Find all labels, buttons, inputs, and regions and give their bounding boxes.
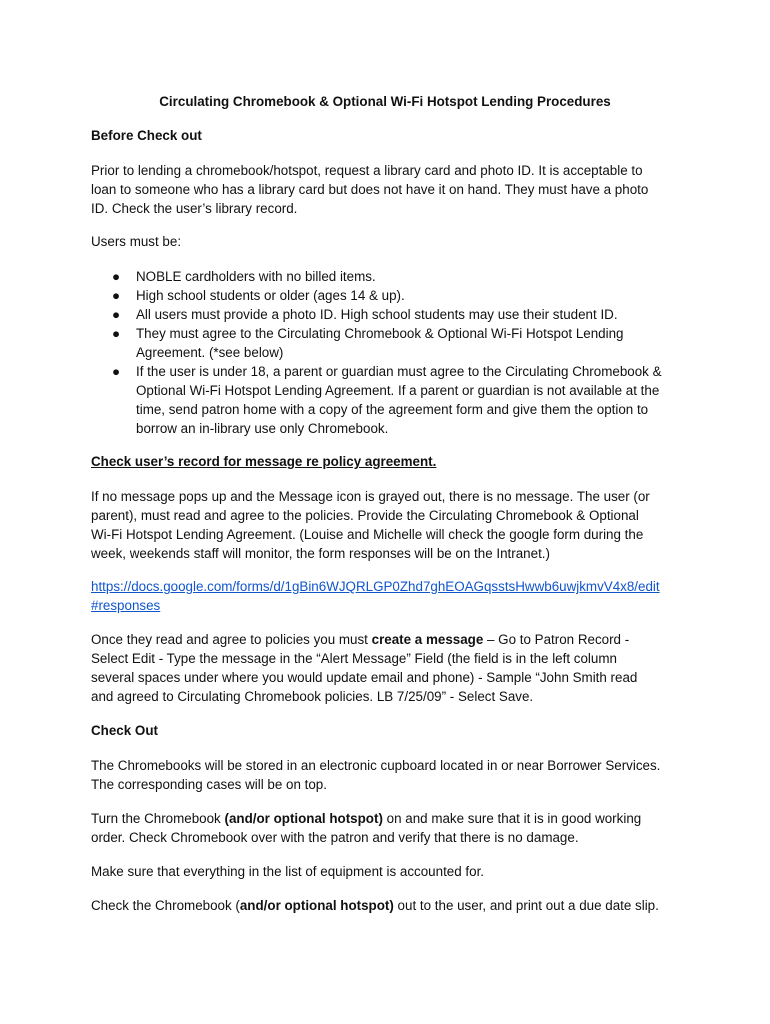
paragraph-line: and agreed to Circulating Chromebook policies. LB 7/25/09” - Select Save. <box>91 689 534 704</box>
bullet-icon: ● <box>112 269 121 284</box>
requirements-list <box>110 267 690 438</box>
paragraph-line: several spaces under where you would update email and phone) - Sample “John Smith read <box>91 670 638 685</box>
list-item <box>110 305 690 324</box>
paragraph-line: The Chromebooks will be stored in an electronic cupboard located in or near Borrower Services. <box>91 758 661 773</box>
bullet-icon: ● <box>112 364 121 379</box>
equipment-paragraph: Make sure that everything in the list of equipment is accounted for. <box>91 864 485 879</box>
no-message-paragraph <box>91 487 691 563</box>
text-run: out to the user, and print out a due date slip. <box>393 898 659 913</box>
turn-on-paragraph <box>91 809 691 847</box>
create-message-emphasis: create a message <box>371 632 484 647</box>
hotspot-emphasis: (and/or optional hotspot) <box>224 811 383 826</box>
list-item <box>110 362 690 438</box>
storage-paragraph <box>91 756 691 794</box>
list-item-line: NOBLE cardholders with no billed items. <box>136 269 376 284</box>
list-item <box>110 267 690 286</box>
text-run: Turn the Chromebook <box>91 811 225 826</box>
text-run: Check the Chromebook ( <box>91 898 240 913</box>
list-item <box>110 324 690 362</box>
list-item-line: All users must provide a photo ID. High school students may use their student ID. <box>136 307 618 322</box>
google-form-link[interactable] <box>91 577 691 615</box>
bullet-icon: ● <box>112 288 121 303</box>
paragraph-line: parent), must read and agree to the policies. Provide the Circulating Chromebook & Optional <box>91 508 639 523</box>
prior-to-lending-paragraph <box>91 161 691 218</box>
list-item-line: They must agree to the Circulating Chromebook & Optional Wi-Fi Hotspot Lending <box>136 326 624 341</box>
paragraph-line: Prior to lending a chromebook/hotspot, request a library card and photo ID. It is acceptable to <box>91 163 643 178</box>
link-line[interactable]: https://docs.google.com/forms/d/1gBin6WJQRLGP0Zhd7ghEOAGqsstsHwwb6uwjkmvV4x8/edit <box>91 579 660 594</box>
text-run: Once they read and agree to policies you must <box>91 632 372 647</box>
create-message-paragraph <box>91 630 691 706</box>
paragraph-line: week, weekends staff will monitor, the form responses will be on the Intranet.) <box>91 546 550 561</box>
hotspot-emphasis: and/or optional hotspot) <box>239 898 394 913</box>
paragraph-line <box>91 630 691 649</box>
list-item-line: time, send patron home with a copy of the agreement form and give them the option to <box>136 402 649 417</box>
before-checkout-heading: Before Check out <box>91 128 202 143</box>
paragraph-line: Select Edit - Type the message in the “Alert Message” Field (the field is in the left column <box>91 651 617 666</box>
paragraph-line: ID. Check the user’s library record. <box>91 201 298 216</box>
text-run: – Go to Patron Record - <box>483 632 630 647</box>
list-item-line: If the user is under 18, a parent or guardian must agree to the Circulating Chromebook & <box>136 364 662 379</box>
list-item-line: Optional Wi-Fi Hotspot Lending Agreement. If a parent or guardian is not available at the <box>136 383 660 398</box>
list-item-line: High school students or older (ages 14 & up). <box>136 288 405 303</box>
check-record-heading: Check user’s record for message re policy agreement. <box>91 454 437 469</box>
document-title: Circulating Chromebook & Optional Wi-Fi Hotspot Lending Procedures <box>159 94 611 109</box>
bullet-icon: ● <box>112 307 121 322</box>
list-item <box>110 286 690 305</box>
paragraph-line: Wi-Fi Hotspot Lending Agreement. (Louise and Michelle will check the google form during the <box>91 527 644 542</box>
paragraph-line: order. Check Chromebook over with the patron and verify that there is no damage. <box>91 830 579 845</box>
link-line[interactable]: #responses <box>91 598 161 613</box>
paragraph-line: loan to someone who has a library card but does not have it on hand. They must have a photo <box>91 182 649 197</box>
list-item-line: Agreement. (*see below) <box>136 345 284 360</box>
check-out-paragraph <box>91 896 691 915</box>
list-item-line: borrow an in-library use only Chromebook. <box>136 421 389 436</box>
paragraph-line: If no message pops up and the Message icon is grayed out, there is no message. The user (or <box>91 489 650 504</box>
paragraph-line <box>91 896 691 915</box>
bullet-icon: ● <box>112 326 121 341</box>
paragraph-line: The corresponding cases will be on top. <box>91 777 327 792</box>
paragraph-line <box>91 809 691 828</box>
check-out-heading: Check Out <box>91 723 158 738</box>
users-must-be-label: Users must be: <box>91 234 182 249</box>
text-run: on and make sure that it is in good working <box>382 811 642 826</box>
